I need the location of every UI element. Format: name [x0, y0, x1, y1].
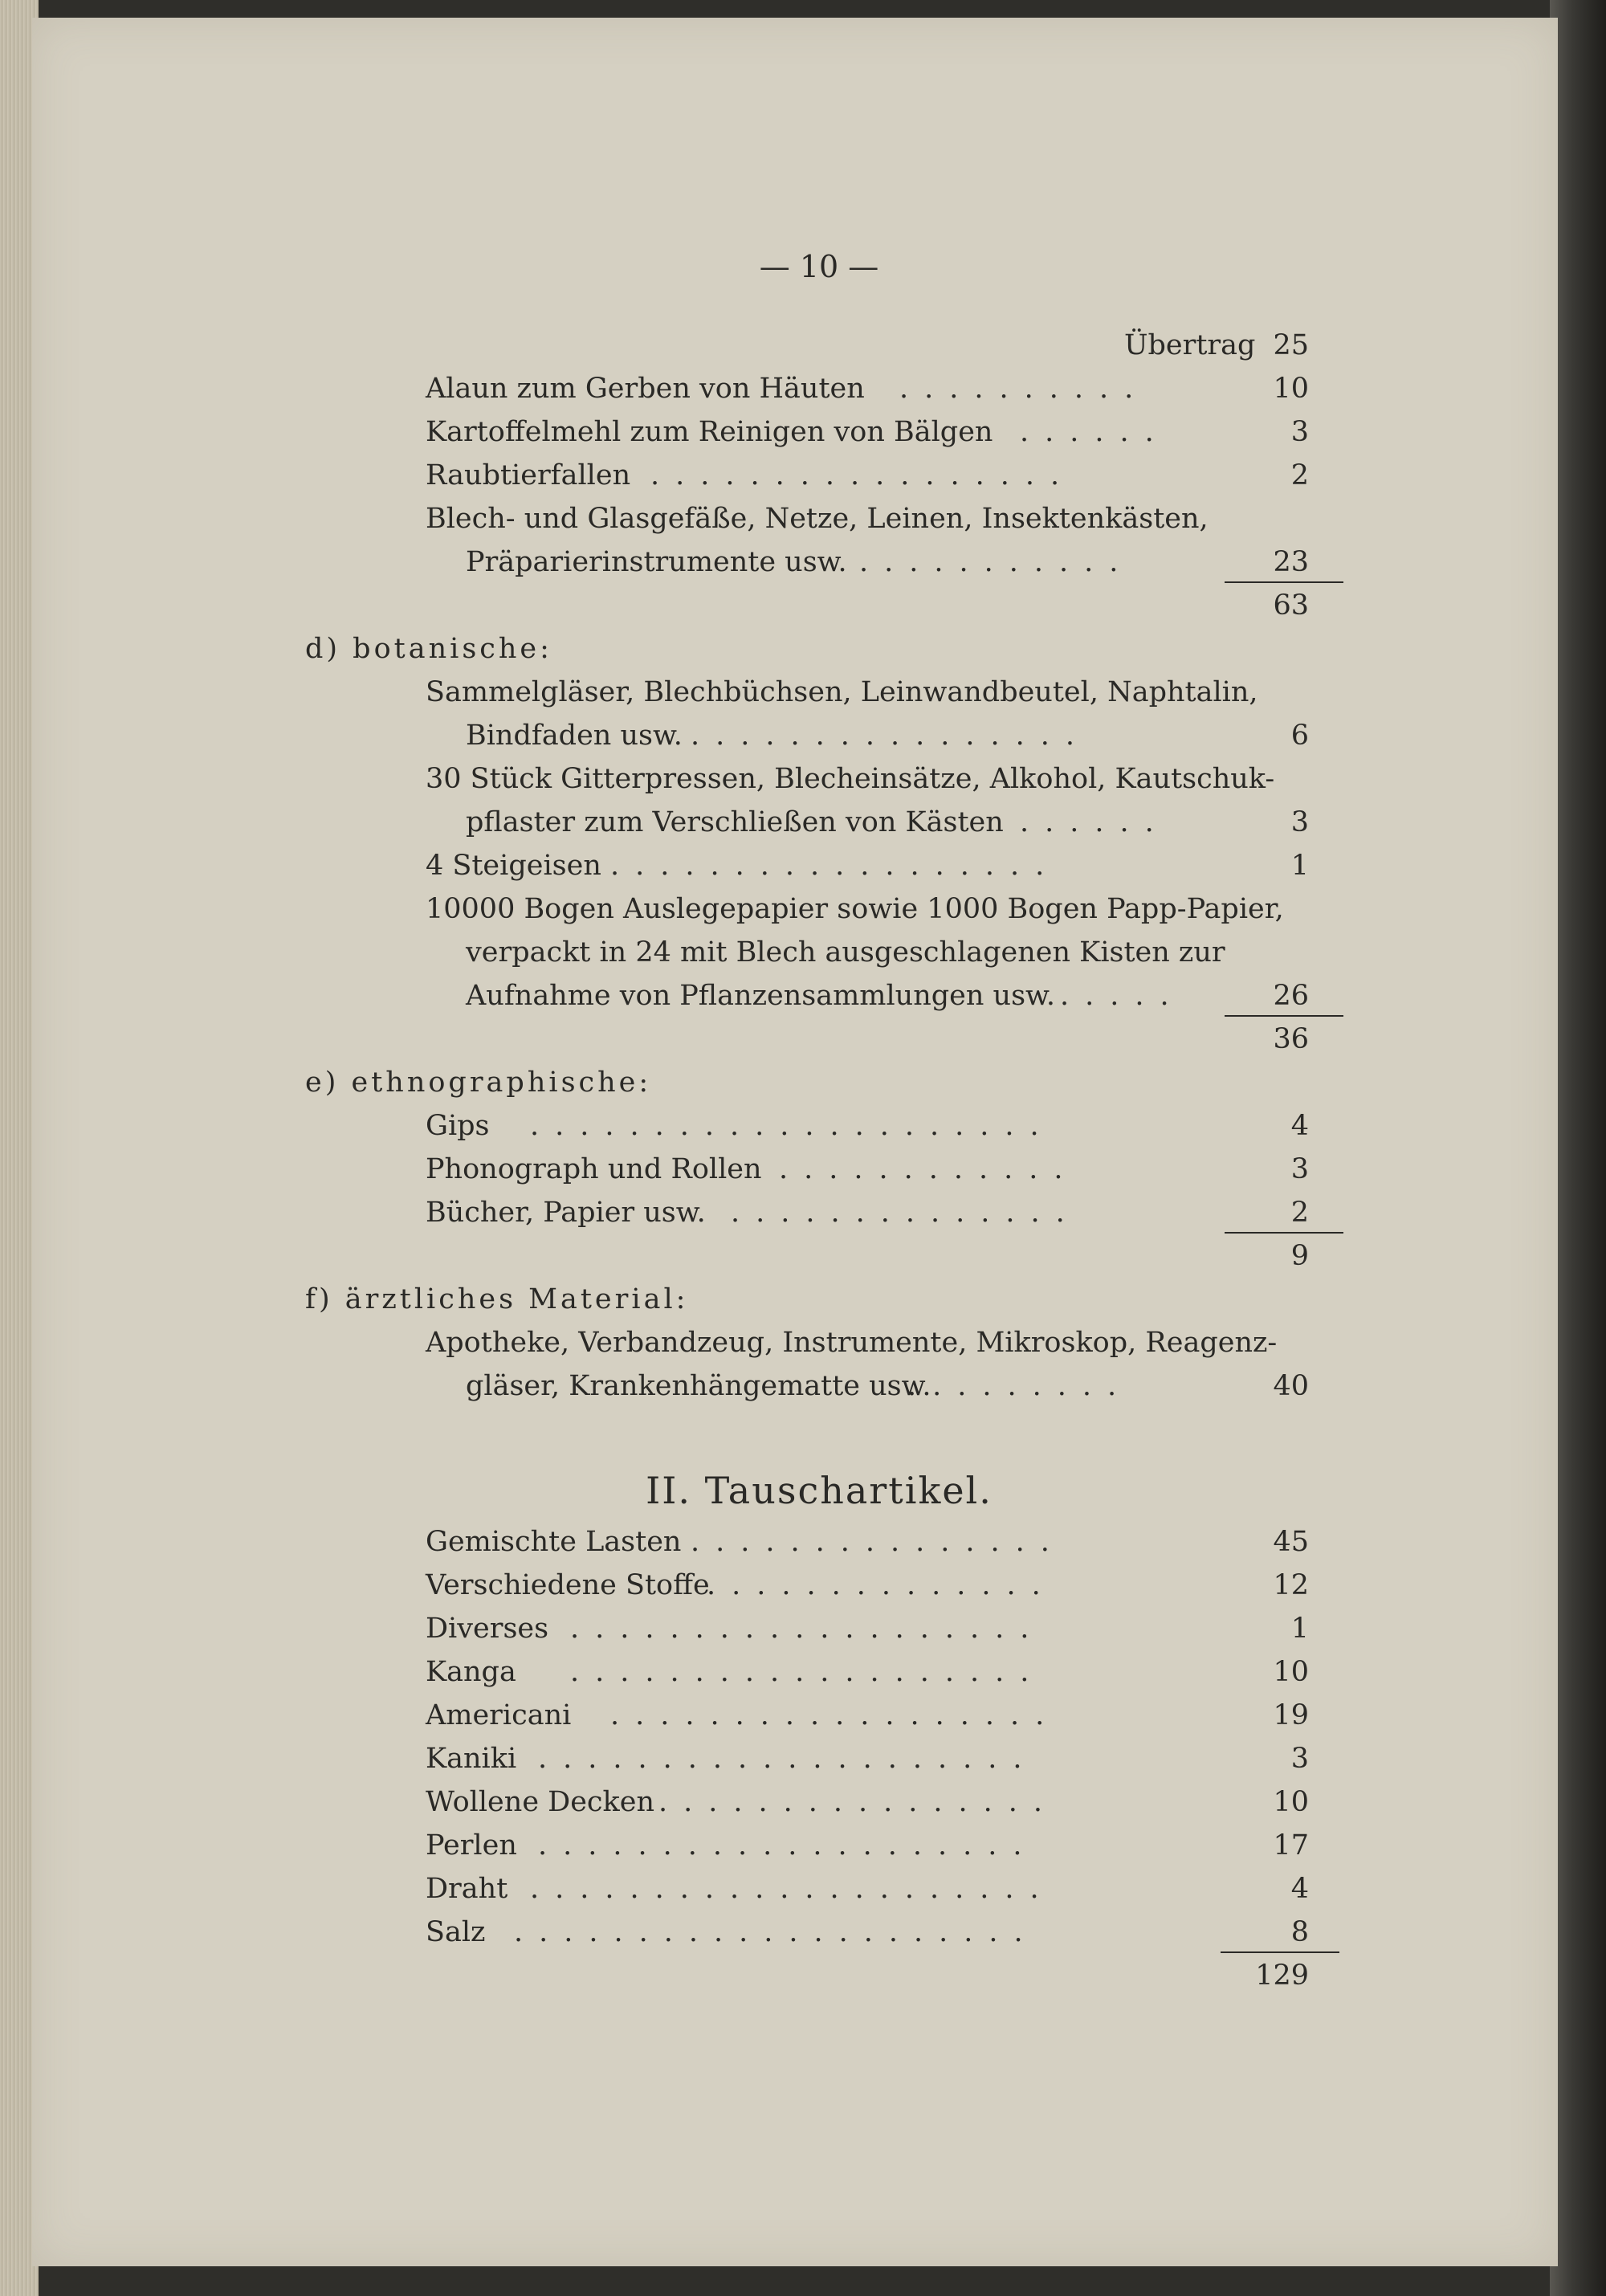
list-item-label: Alaun zum Gerben von Häuten — [426, 373, 865, 405]
list-item-label: verpackt in 24 mit Blech ausgeschlagenen Kisten zur — [466, 936, 1225, 969]
list-item-value: 2 — [1290, 459, 1309, 491]
leader-dots: ..... — [1060, 980, 1185, 1012]
list-item-value: 1 — [1290, 850, 1309, 882]
list-item-label: Draht — [426, 1873, 508, 1905]
leader-dots: ..................... — [530, 1873, 1055, 1905]
leader-dots: ............ — [779, 1153, 1079, 1185]
list-item-label: Perlen — [426, 1829, 517, 1862]
leader-dots: ................. — [650, 459, 1076, 491]
list-item-value: 10 — [1273, 1786, 1309, 1818]
leader-dots: ................ — [691, 720, 1091, 752]
section-title: II. Tauschartikel. — [646, 1469, 993, 1512]
list-item-value: 10 — [1273, 1656, 1309, 1688]
list-item-label: pflaster zum Verschließen von Kästen — [466, 806, 1004, 838]
sum-rule — [1225, 1232, 1343, 1234]
list-item-label: Gemischte Lasten — [426, 1526, 682, 1558]
leader-dots: .................. — [610, 850, 1061, 882]
list-item-label: Wollene Decken — [426, 1786, 654, 1818]
list-item-value: 40 — [1273, 1370, 1309, 1402]
list-item-label: Bücher, Papier usw. — [426, 1197, 706, 1229]
section-heading: e) ethnographische: — [305, 1066, 652, 1099]
list-item-value: 3 — [1290, 416, 1309, 448]
sum-rule — [1225, 1015, 1343, 1017]
leader-dots: ................ — [658, 1786, 1059, 1818]
list-item-value: 12 — [1273, 1569, 1309, 1601]
leader-dots: ................... — [570, 1613, 1046, 1645]
leader-dots: ........... — [859, 546, 1135, 578]
list-item-value: 10 — [1273, 373, 1309, 405]
list-item-value: 1 — [1290, 1613, 1309, 1645]
leader-dots: .......... — [899, 373, 1150, 405]
page-number: — 10 — — [759, 249, 879, 284]
leader-dots: ..................... — [530, 1110, 1055, 1142]
leader-dots: ..................... — [514, 1916, 1039, 1948]
list-item-label: Bindfaden usw. — [466, 720, 683, 752]
leader-dots: ...... — [1020, 416, 1170, 448]
list-item-label: Phonograph und Rollen — [426, 1153, 762, 1185]
leader-dots: ...... — [1020, 806, 1170, 838]
list-item-value: 26 — [1273, 980, 1309, 1012]
leader-dots: ............... — [691, 1526, 1066, 1558]
list-item-value: 3 — [1290, 806, 1309, 838]
list-item-label: Kanga — [426, 1656, 516, 1688]
list-item-label: 4 Steigeisen — [426, 850, 601, 882]
subtotal-value: 9 — [1290, 1240, 1309, 1272]
list-item-value: 2 — [1290, 1197, 1309, 1229]
carry-over-label: Übertrag — [1124, 329, 1256, 361]
list-item-value: 3 — [1290, 1743, 1309, 1775]
sum-rule — [1225, 581, 1343, 583]
total-value: 129 — [1255, 1960, 1309, 1992]
leader-dots: .................... — [538, 1743, 1038, 1775]
list-item-value: 6 — [1290, 720, 1309, 752]
list-item-label: Aufnahme von Pflanzensammlungen usw. — [466, 980, 1055, 1012]
list-item-value: 4 — [1290, 1873, 1309, 1905]
book-cover-edge — [1550, 0, 1606, 2296]
list-item-label: Gips — [426, 1110, 490, 1142]
list-item-label: Apotheke, Verbandzeug, Instrumente, Mikroskop, Reagenz- — [426, 1327, 1278, 1359]
list-item-value: 19 — [1273, 1699, 1309, 1731]
list-item-value: 4 — [1290, 1110, 1309, 1142]
list-item-value: 3 — [1290, 1153, 1309, 1185]
list-item-label: Sammelgläser, Blechbüchsen, Leinwandbeutel, Naphtalin, — [426, 676, 1258, 708]
section-heading: d) botanische: — [305, 633, 552, 665]
leader-dots: .............. — [707, 1569, 1057, 1601]
list-item-value: 23 — [1273, 546, 1309, 578]
leader-dots: ................... — [570, 1656, 1046, 1688]
list-item-label: Salz — [426, 1916, 486, 1948]
subtotal-value: 63 — [1273, 589, 1309, 622]
sum-rule — [1221, 1951, 1339, 1953]
list-item-label: 30 Stück Gitterpressen, Blecheinsätze, Alkohol, Kautschuk- — [426, 763, 1275, 795]
list-item-label: Verschiedene Stoffe — [426, 1569, 710, 1601]
list-item-value: 17 — [1273, 1829, 1309, 1862]
list-item-label: Präparierinstrumente usw. — [466, 546, 847, 578]
list-item-label: 10000 Bogen Auslegepapier sowie 1000 Bogen Papp-Papier, — [426, 893, 1284, 925]
list-item-label: Blech- und Glasgefäße, Netze, Leinen, Insektenkästen, — [426, 503, 1209, 535]
list-item-value: 45 — [1273, 1526, 1309, 1558]
section-heading: f) ärztliches Material: — [305, 1283, 689, 1315]
leader-dots: .................... — [538, 1829, 1038, 1862]
list-item-label: Kartoffelmehl zum Reinigen von Bälgen — [426, 416, 993, 448]
list-item-label: Raubtierfallen — [426, 459, 631, 491]
leader-dots: .............. — [731, 1197, 1081, 1229]
leader-dots: .................. — [610, 1699, 1061, 1731]
subtotal-value: 36 — [1273, 1023, 1309, 1055]
list-item-value: 8 — [1290, 1916, 1309, 1948]
list-item-label: Diverses — [426, 1613, 549, 1645]
list-item-label: Kaniki — [426, 1743, 517, 1775]
list-item-label: Americani — [426, 1699, 572, 1731]
leader-dots: ......... — [907, 1370, 1133, 1402]
carry-over-value: 25 — [1273, 329, 1309, 361]
list-item-label: gläser, Krankenhängematte usw. — [466, 1370, 931, 1402]
